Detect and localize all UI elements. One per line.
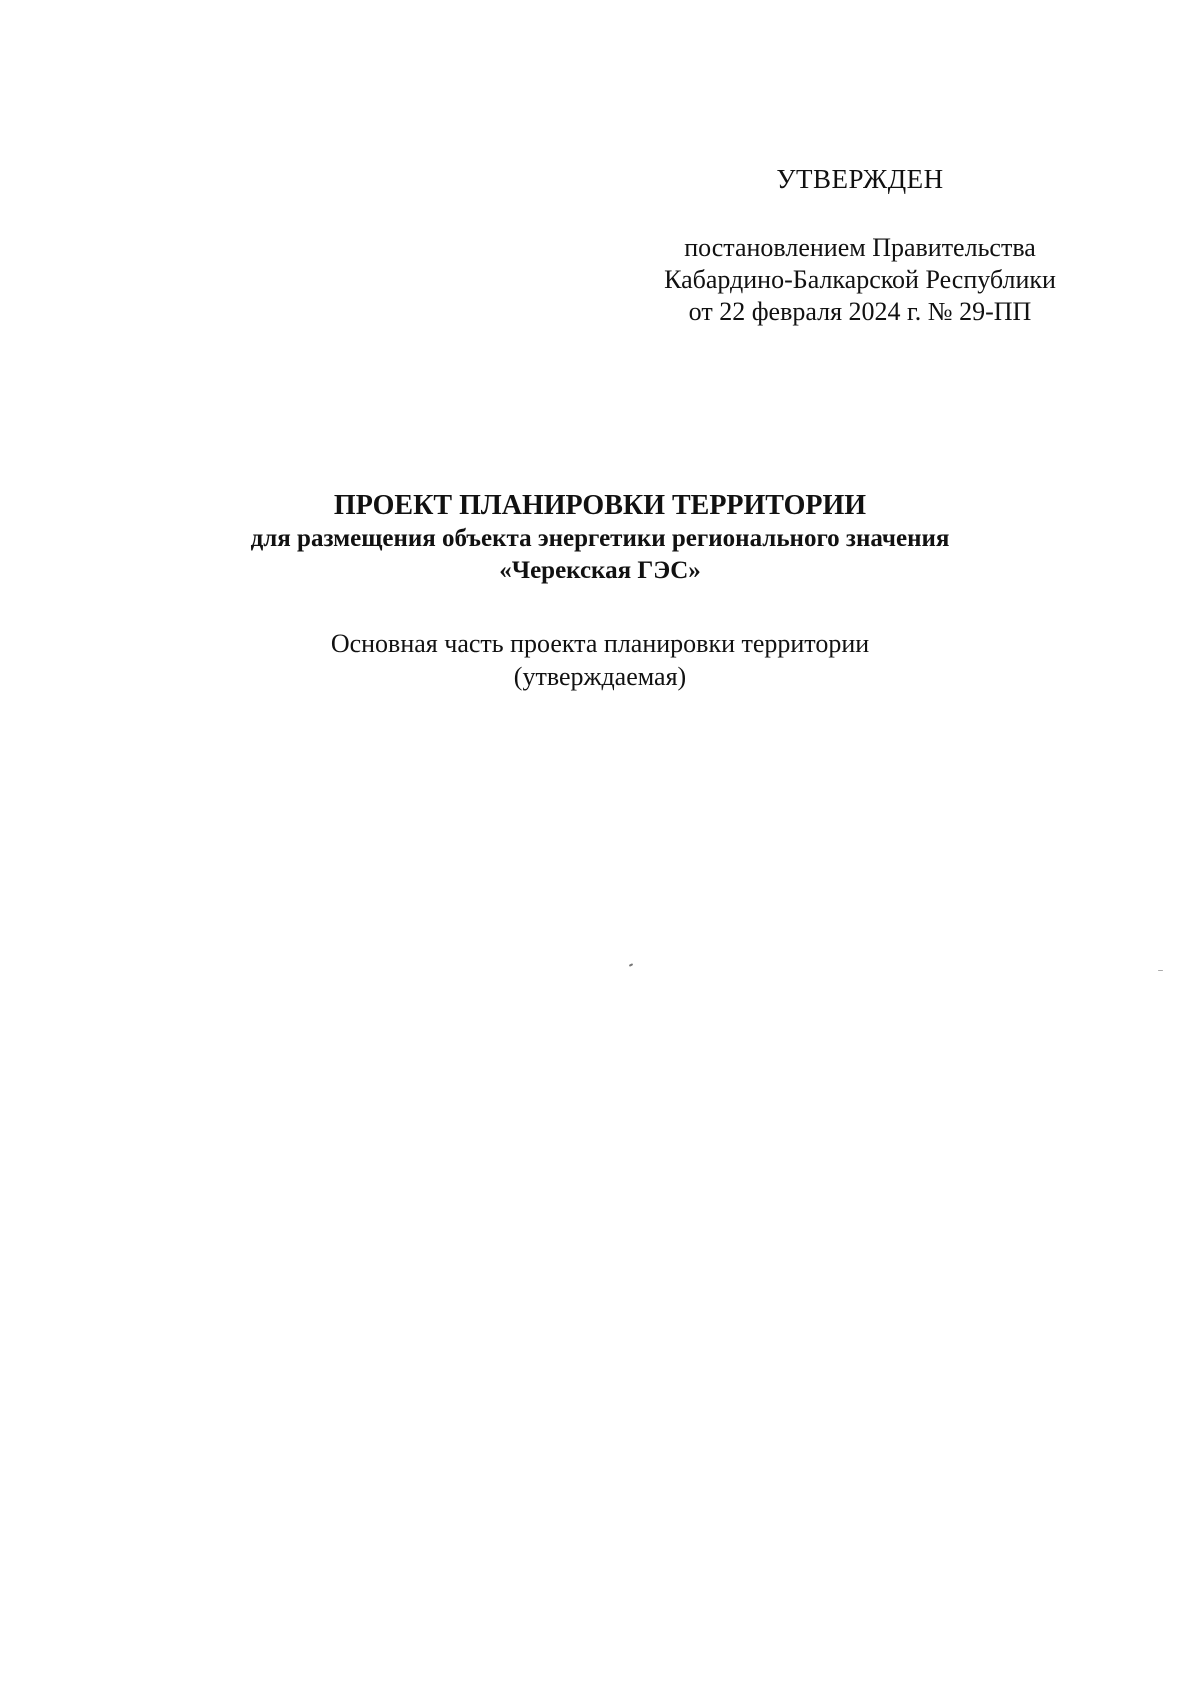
document-title: ПРОЕКТ ПЛАНИРОВКИ ТЕРРИТОРИИ (333, 490, 867, 521)
scan-speck (1158, 970, 1163, 971)
object-name: «Черекская ГЭС» (499, 557, 701, 584)
approval-line-date-number: от 22 февраля 2024 г. № 29-ПП (688, 297, 1032, 326)
document-title-block (0, 489, 1200, 587)
approval-heading: УТВЕРЖДЕН (776, 164, 944, 194)
approval-line-government: Кабардино-Балкарской Республики (664, 265, 1056, 294)
scan-speck (629, 963, 633, 967)
approval-details (640, 232, 1080, 328)
part-status: (утверждаемая) (513, 662, 687, 691)
document-part-block (0, 627, 1200, 693)
approval-line-resolution: постановлением Правительства (684, 233, 1036, 262)
part-description: Основная часть проекта планировки территории (330, 629, 870, 658)
document-subtitle: для размещения объекта энергетики регионального значения (250, 525, 950, 552)
